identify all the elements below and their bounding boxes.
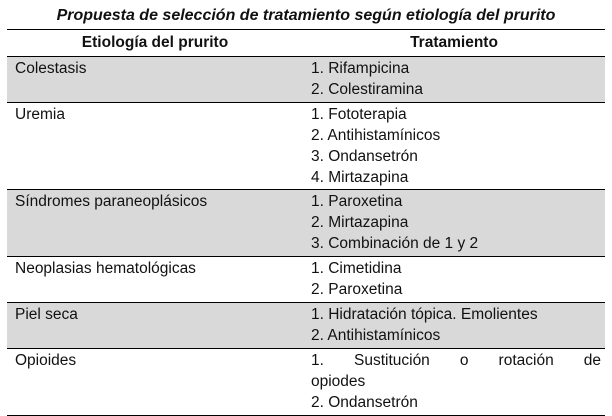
table-row xyxy=(7,190,605,257)
table-caption: Propuesta de selección de tratamiento según etiología del prurito xyxy=(56,7,556,24)
table-row xyxy=(7,102,605,190)
etiology-cell: Neoplasias hematológicas xyxy=(7,257,303,303)
header-treatment: Tratamiento xyxy=(303,30,605,57)
treatment-cell xyxy=(303,302,605,348)
treatment-table xyxy=(7,29,605,416)
header-row xyxy=(7,30,605,57)
treatment-item: 2. Colestiramina xyxy=(311,80,423,98)
treatment-item: 1. Hidratación tópica. Emolientes xyxy=(311,305,538,323)
treatment-cell xyxy=(303,102,605,190)
etiology-cell: Colestasis xyxy=(7,57,303,103)
treatment-item: 2. Paroxetina xyxy=(311,281,403,299)
table-body xyxy=(7,57,605,416)
treatment-item: 3. Combinación de 1 y 2 xyxy=(311,235,479,253)
treatment-item: 2. Antihistamínicos xyxy=(311,326,441,344)
table-row xyxy=(7,57,605,103)
treatment-item: 1. Rifampicina xyxy=(311,60,410,77)
treatment-item: opiodes xyxy=(311,372,366,390)
etiology-cell: Síndromes paraneoplásicos xyxy=(7,190,303,257)
etiology-cell: Piel seca xyxy=(7,302,303,348)
treatment-item: 2. Mirtazapina xyxy=(311,214,409,232)
treatment-item: 1. Paroxetina xyxy=(311,193,403,211)
table-row xyxy=(7,348,605,415)
etiology-cell: Uremia xyxy=(7,102,303,190)
table-row xyxy=(7,302,605,348)
treatment-item: 1. Cimetidina xyxy=(311,260,402,278)
treatment-item: 1. Sustitución o rotación de xyxy=(311,351,601,369)
treatment-item: 2. Ondansetrón xyxy=(311,393,418,411)
treatment-item: 2. Antihistamínicos xyxy=(311,126,441,144)
treatment-cell xyxy=(303,190,605,257)
table-row xyxy=(7,257,605,303)
etiology-cell: Opioides xyxy=(7,348,303,415)
treatment-item: 1. Fototerapia xyxy=(311,105,407,123)
treatment-cell xyxy=(303,257,605,303)
treatment-item: 3. Ondansetrón xyxy=(311,147,418,165)
table-header xyxy=(7,30,605,57)
treatment-cell xyxy=(303,348,605,415)
treatment-item: 4. Mirtazapina xyxy=(311,168,409,186)
treatment-cell xyxy=(303,57,605,103)
header-etiology: Etiología del prurito xyxy=(7,30,303,57)
